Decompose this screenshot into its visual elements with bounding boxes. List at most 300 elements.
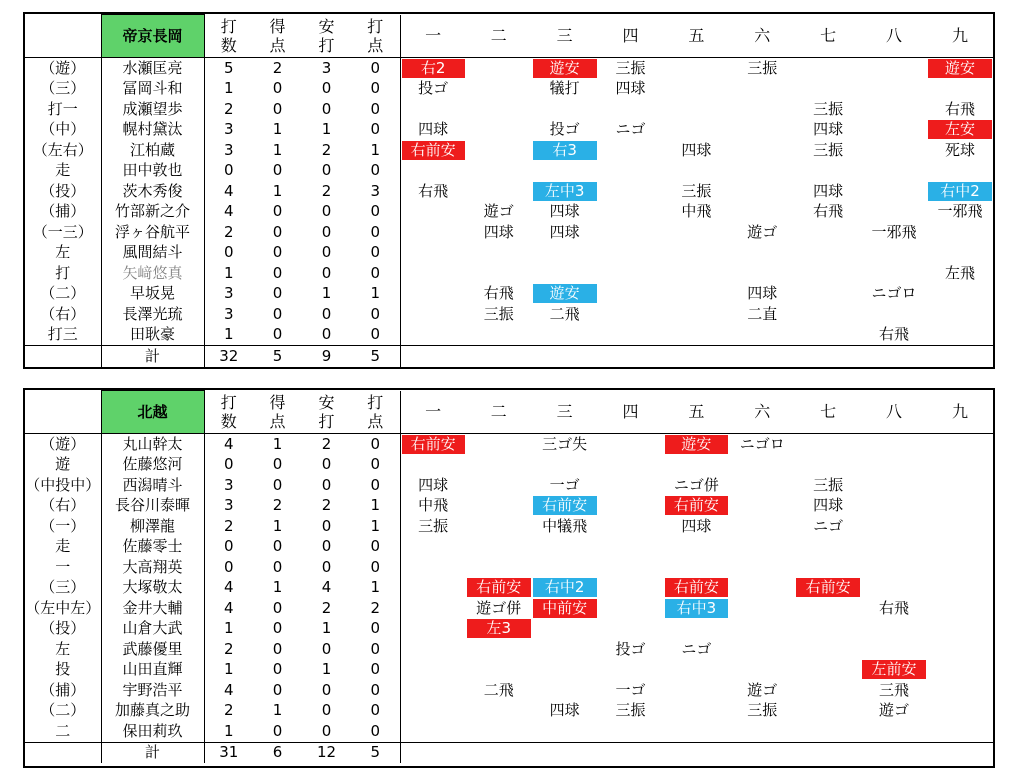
inning-result xyxy=(532,496,598,517)
inning-result xyxy=(466,619,532,640)
player-row xyxy=(25,99,993,120)
player-position: （右） xyxy=(25,304,101,325)
inning-result xyxy=(861,639,927,660)
stat-h: 0 xyxy=(321,701,332,720)
inning-result xyxy=(729,304,795,325)
stat-rbi: 1 xyxy=(351,516,400,537)
player-name: 宇野浩平 xyxy=(101,680,204,701)
inning-result xyxy=(664,496,730,517)
inning-result xyxy=(400,557,466,578)
inning-result xyxy=(664,516,730,537)
inning-result xyxy=(664,58,730,79)
player-row xyxy=(25,434,993,455)
inning-result xyxy=(466,578,532,599)
player-row xyxy=(25,619,993,640)
inning-result xyxy=(466,222,532,243)
inning-result xyxy=(795,222,861,243)
player-name: 柳澤龍 xyxy=(101,516,204,537)
stat-h: 0 xyxy=(321,304,332,323)
inning-result xyxy=(532,475,598,496)
inning-result xyxy=(598,304,664,325)
inning-header: 七 xyxy=(795,15,861,58)
totals-empty xyxy=(664,346,730,367)
player-position: 走 xyxy=(25,537,101,558)
stat-header-char: 打 xyxy=(220,392,237,412)
inning-header: 九 xyxy=(927,391,993,434)
stat-h: 0 xyxy=(321,557,332,576)
inning-result xyxy=(927,516,993,537)
player-row xyxy=(25,140,993,161)
stat-header-char: 得 xyxy=(269,392,286,412)
stat-r: 0 xyxy=(272,455,283,474)
player-row xyxy=(25,639,993,660)
team-name: 北越 xyxy=(101,391,204,434)
inning-result xyxy=(466,537,532,558)
inning-result xyxy=(729,619,795,640)
inning-result xyxy=(729,496,795,517)
inning-result xyxy=(532,537,598,558)
inning-result xyxy=(729,181,795,202)
player-name: 長谷川泰暉 xyxy=(101,496,204,517)
inning-result xyxy=(861,598,927,619)
player-name: 丸山幹太 xyxy=(101,434,204,455)
inning-result xyxy=(861,120,927,141)
stat-r: 0 xyxy=(272,222,283,241)
stat-r: 1 xyxy=(272,140,283,159)
inning-result xyxy=(598,639,664,660)
totals-empty xyxy=(795,742,861,763)
inning-result xyxy=(861,243,927,264)
inning-result xyxy=(927,660,993,681)
at-bat-result: ニゴ xyxy=(681,639,712,658)
position-header xyxy=(25,15,101,58)
inning-result xyxy=(861,455,927,476)
score-table xyxy=(25,390,993,763)
inning-result xyxy=(795,619,861,640)
player-row xyxy=(25,304,993,325)
inning-result xyxy=(400,578,466,599)
inning-result xyxy=(729,120,795,141)
inning-result xyxy=(664,284,730,305)
player-name: 浮ヶ谷航平 xyxy=(101,222,204,243)
inning-result xyxy=(729,578,795,599)
totals-row xyxy=(25,742,993,763)
stat-rbi: 0 xyxy=(351,99,400,120)
inning-result xyxy=(466,202,532,223)
inning-result xyxy=(927,475,993,496)
stat-h: 2 xyxy=(321,496,332,515)
stat-ab: 1 xyxy=(223,263,234,282)
inning-result xyxy=(927,161,993,182)
inning-result xyxy=(664,455,730,476)
player-name: 西潟晴斗 xyxy=(101,475,204,496)
stat-h: 0 xyxy=(321,721,332,740)
player-position: （捕） xyxy=(25,680,101,701)
stat-ab: 1 xyxy=(223,325,234,344)
inning-result xyxy=(795,181,861,202)
inning-result xyxy=(466,475,532,496)
hit-result: 左3 xyxy=(467,619,531,638)
inning-result xyxy=(598,537,664,558)
totals-empty xyxy=(729,346,795,367)
inning-result xyxy=(795,721,861,742)
player-name: 保田莉玖 xyxy=(101,721,204,742)
inning-result xyxy=(532,598,598,619)
player-row xyxy=(25,516,993,537)
inning-result xyxy=(729,680,795,701)
inning-result xyxy=(927,263,993,284)
inning-result xyxy=(598,161,664,182)
stat-r: 0 xyxy=(272,680,283,699)
player-row xyxy=(25,598,993,619)
player-row xyxy=(25,243,993,264)
inning-result xyxy=(927,58,993,79)
player-row xyxy=(25,79,993,100)
inning-result xyxy=(927,619,993,640)
totals-empty xyxy=(598,346,664,367)
totals-empty xyxy=(927,346,993,367)
at-bat-result: 三振 xyxy=(418,516,449,535)
at-bat-result: 犠打 xyxy=(549,79,580,98)
inning-result xyxy=(927,325,993,346)
inning-header: 九 xyxy=(927,15,993,58)
inning-result xyxy=(795,639,861,660)
inning-result xyxy=(400,496,466,517)
inning-result xyxy=(598,660,664,681)
stat-h: 0 xyxy=(321,325,332,344)
at-bat-result: ニゴロ xyxy=(739,434,785,453)
inning-result xyxy=(729,660,795,681)
player-position: 打一 xyxy=(25,99,101,120)
stat-rbi: 1 xyxy=(351,496,400,517)
inning-result xyxy=(598,701,664,722)
stat-ab: 0 xyxy=(223,537,234,556)
inning-result xyxy=(927,537,993,558)
inning-result xyxy=(795,455,861,476)
inning-result xyxy=(400,660,466,681)
inning-result xyxy=(598,475,664,496)
at-bat-result: 死球 xyxy=(944,140,975,159)
inning-header: 五 xyxy=(664,391,730,434)
at-bat-result: 右飛 xyxy=(418,181,449,200)
inning-result xyxy=(795,578,861,599)
player-position: （左右） xyxy=(25,140,101,161)
inning-result xyxy=(532,222,598,243)
inning-result xyxy=(729,58,795,79)
stat-header-char: 数 xyxy=(220,35,237,55)
at-bat-result: 四球 xyxy=(813,181,844,200)
inning-result xyxy=(861,516,927,537)
inning-result xyxy=(466,639,532,660)
inning-result xyxy=(927,222,993,243)
totals-empty xyxy=(861,346,927,367)
inning-result xyxy=(664,434,730,455)
inning-result xyxy=(598,325,664,346)
inning-result xyxy=(466,721,532,742)
inning-result xyxy=(927,202,993,223)
hit-result: 右前安 xyxy=(402,141,465,160)
stat-r: 0 xyxy=(272,598,283,617)
stat-rbi: 0 xyxy=(351,202,400,223)
hit-result: 左中3 xyxy=(533,182,597,201)
inning-result xyxy=(664,79,730,100)
inning-result xyxy=(664,701,730,722)
stat-ab: 1 xyxy=(223,79,234,98)
inning-result xyxy=(598,516,664,537)
at-bat-result: ニゴ xyxy=(813,516,844,535)
inning-result xyxy=(466,598,532,619)
inning-result xyxy=(927,701,993,722)
inning-result xyxy=(795,140,861,161)
stat-header-char: 打 xyxy=(318,35,335,55)
inning-result xyxy=(532,120,598,141)
stat-ab: 4 xyxy=(223,578,234,597)
inning-result xyxy=(400,140,466,161)
inning-result xyxy=(532,516,598,537)
at-bat-result: 三振 xyxy=(681,181,712,200)
hit-result: 右前安 xyxy=(665,578,729,597)
at-bat-result: 三振 xyxy=(813,99,844,118)
inning-header: 六 xyxy=(729,15,795,58)
inning-result xyxy=(861,79,927,100)
inning-result xyxy=(927,578,993,599)
inning-result xyxy=(400,721,466,742)
inning-result xyxy=(795,58,861,79)
inning-result xyxy=(532,680,598,701)
inning-result xyxy=(664,598,730,619)
player-row xyxy=(25,202,993,223)
player-position: 左 xyxy=(25,243,101,264)
stat-header-char: 打 xyxy=(220,16,237,36)
stat-h: 1 xyxy=(321,660,332,679)
stat-r: 1 xyxy=(272,181,283,200)
inning-result xyxy=(466,516,532,537)
inning-result xyxy=(729,202,795,223)
inning-result xyxy=(466,701,532,722)
inning-result xyxy=(400,202,466,223)
stat-r: 0 xyxy=(272,79,283,98)
inning-result xyxy=(664,222,730,243)
at-bat-result: 三振 xyxy=(813,475,844,494)
inning-header: 二 xyxy=(466,391,532,434)
inning-result xyxy=(400,284,466,305)
stat-header xyxy=(253,15,302,58)
inning-result xyxy=(729,455,795,476)
player-name: 茨木秀俊 xyxy=(101,181,204,202)
at-bat-result: 四球 xyxy=(615,79,646,98)
player-name: 大高翔英 xyxy=(101,557,204,578)
inning-result xyxy=(861,202,927,223)
inning-result xyxy=(532,263,598,284)
at-bat-result: 二直 xyxy=(747,304,778,323)
inning-result xyxy=(729,721,795,742)
at-bat-result: 右飛 xyxy=(813,202,844,221)
inning-result xyxy=(861,140,927,161)
inning-header: 八 xyxy=(861,391,927,434)
inning-result xyxy=(927,680,993,701)
totals-empty xyxy=(532,742,598,763)
player-row xyxy=(25,181,993,202)
stat-ab: 4 xyxy=(223,598,234,617)
total-ab: 31 xyxy=(204,742,253,763)
player-position: 遊 xyxy=(25,455,101,476)
inning-result xyxy=(598,120,664,141)
stat-r: 0 xyxy=(272,557,283,576)
at-bat-result: 一ゴ xyxy=(615,680,646,699)
at-bat-result: 遊ゴ併 xyxy=(476,598,522,617)
inning-result xyxy=(795,161,861,182)
inning-result xyxy=(532,325,598,346)
inning-result xyxy=(795,325,861,346)
at-bat-result: ニゴ xyxy=(615,120,646,139)
header-row xyxy=(25,391,993,434)
player-name: 早坂晃 xyxy=(101,284,204,305)
inning-result xyxy=(664,120,730,141)
stat-r: 0 xyxy=(272,537,283,556)
inning-result xyxy=(400,161,466,182)
inning-result xyxy=(400,455,466,476)
totals-empty xyxy=(466,346,532,367)
totals-empty xyxy=(598,742,664,763)
at-bat-result: 四球 xyxy=(418,475,449,494)
player-position: （三） xyxy=(25,578,101,599)
inning-result xyxy=(795,99,861,120)
inning-header: 四 xyxy=(598,15,664,58)
stat-r: 2 xyxy=(272,496,283,515)
inning-result xyxy=(927,496,993,517)
at-bat-result: 三振 xyxy=(747,701,778,720)
stat-rbi: 1 xyxy=(351,140,400,161)
stat-header-char: 打 xyxy=(367,392,384,412)
inning-result xyxy=(664,99,730,120)
inning-result xyxy=(664,181,730,202)
inning-result xyxy=(729,243,795,264)
player-position: （中投中） xyxy=(25,475,101,494)
player-position: （投） xyxy=(25,619,101,640)
at-bat-result: 中犠飛 xyxy=(542,516,588,535)
inning-result xyxy=(795,243,861,264)
stat-rbi: 3 xyxy=(351,181,400,202)
inning-result xyxy=(466,58,532,79)
inning-result xyxy=(532,721,598,742)
hit-result: 左安 xyxy=(928,120,992,139)
stat-header xyxy=(302,391,351,434)
inning-result xyxy=(400,537,466,558)
at-bat-result: 中飛 xyxy=(681,202,712,221)
stat-h: 1 xyxy=(321,284,332,303)
hit-result: 左前安 xyxy=(862,660,926,679)
hit-result: 中前安 xyxy=(533,599,597,618)
stat-h: 2 xyxy=(321,598,332,617)
inning-result xyxy=(400,120,466,141)
stat-r: 0 xyxy=(272,639,283,658)
inning-result xyxy=(795,557,861,578)
inning-result xyxy=(927,140,993,161)
inning-result xyxy=(598,578,664,599)
stat-rbi: 0 xyxy=(351,680,400,701)
stat-rbi: 1 xyxy=(351,578,400,599)
inning-result xyxy=(532,58,598,79)
inning-result xyxy=(927,434,993,455)
player-row xyxy=(25,222,993,243)
inning-result xyxy=(598,619,664,640)
player-position: 二 xyxy=(25,721,101,742)
player-position: （左中左） xyxy=(25,598,101,617)
inning-result xyxy=(729,639,795,660)
stat-ab: 1 xyxy=(223,721,234,740)
inning-result xyxy=(927,639,993,660)
stat-ab: 4 xyxy=(223,434,234,453)
inning-result xyxy=(532,284,598,305)
player-row xyxy=(25,496,993,517)
stat-rbi: 1 xyxy=(351,284,400,305)
stat-r: 1 xyxy=(272,701,283,720)
stat-h: 0 xyxy=(321,537,332,556)
inning-result xyxy=(598,243,664,264)
inning-result xyxy=(598,598,664,619)
player-row xyxy=(25,263,993,284)
at-bat-result: 投ゴ xyxy=(549,120,580,139)
inning-result xyxy=(664,140,730,161)
player-row xyxy=(25,455,993,476)
inning-result xyxy=(927,721,993,742)
inning-result xyxy=(664,202,730,223)
player-position: （中） xyxy=(25,120,101,141)
inning-result xyxy=(729,140,795,161)
inning-result xyxy=(927,598,993,619)
inning-result xyxy=(729,99,795,120)
inning-result xyxy=(861,434,927,455)
inning-result xyxy=(598,79,664,100)
stat-h: 0 xyxy=(321,99,332,118)
stat-r: 1 xyxy=(272,434,283,453)
batting-table-teikyo-nagaoka xyxy=(23,12,995,369)
stat-ab: 2 xyxy=(223,701,234,720)
inning-result xyxy=(598,99,664,120)
inning-result xyxy=(795,434,861,455)
totals-row xyxy=(25,346,993,367)
inning-result xyxy=(532,619,598,640)
inning-result xyxy=(664,660,730,681)
totals-empty xyxy=(861,742,927,763)
inning-result xyxy=(400,263,466,284)
inning-result xyxy=(598,181,664,202)
stat-h: 0 xyxy=(321,516,332,535)
inning-result xyxy=(400,701,466,722)
player-name: 江柏蔵 xyxy=(101,140,204,161)
inning-result xyxy=(598,222,664,243)
player-position: 投 xyxy=(25,660,101,681)
at-bat-result: 三振 xyxy=(615,701,646,720)
inning-result xyxy=(664,557,730,578)
player-name: 水瀬匡亮 xyxy=(101,58,204,79)
inning-result xyxy=(400,243,466,264)
stat-rbi: 0 xyxy=(351,120,400,141)
player-position: （一） xyxy=(25,516,101,537)
inning-result xyxy=(729,557,795,578)
stat-rbi: 0 xyxy=(351,243,400,264)
player-position: （一三） xyxy=(25,222,101,243)
inning-result xyxy=(400,639,466,660)
inning-result xyxy=(400,99,466,120)
inning-result xyxy=(729,598,795,619)
inning-result xyxy=(466,79,532,100)
stat-h: 0 xyxy=(321,202,332,221)
stat-ab: 3 xyxy=(223,496,234,515)
at-bat-result: 四球 xyxy=(681,140,712,159)
inning-result xyxy=(729,701,795,722)
player-row xyxy=(25,557,993,578)
